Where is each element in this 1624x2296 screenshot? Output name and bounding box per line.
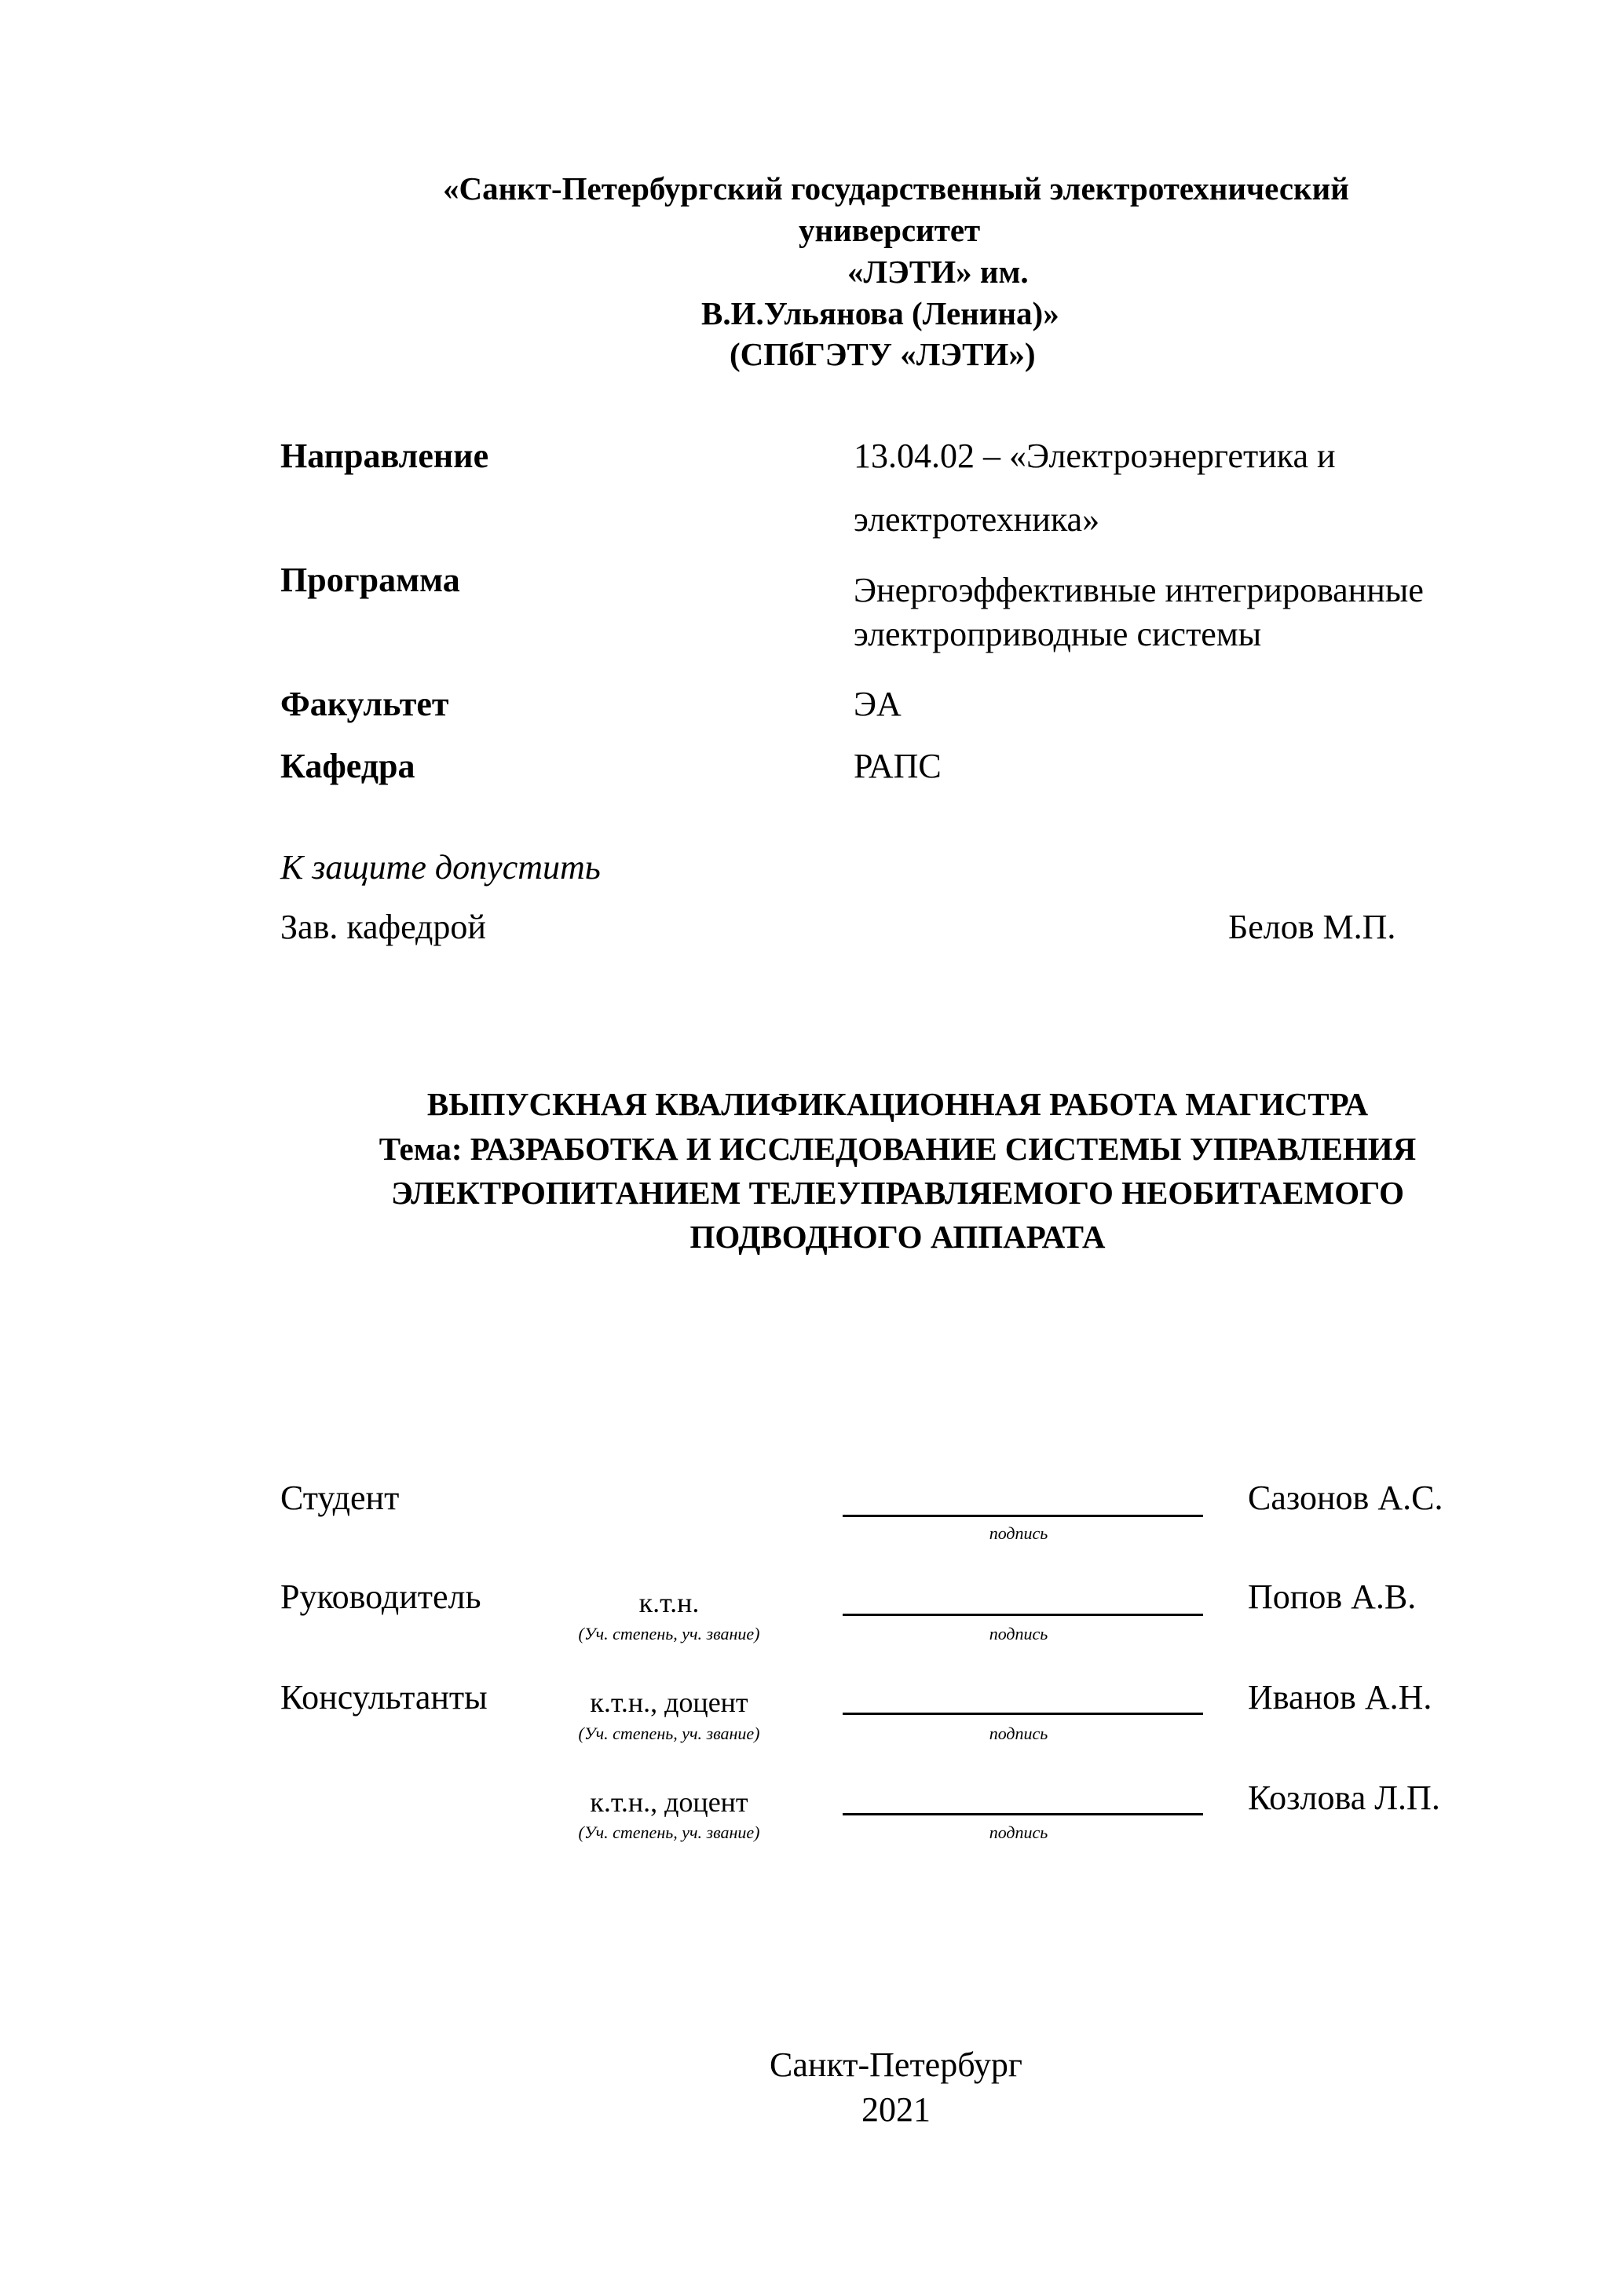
student-name: Сазонов А.С.	[1248, 1479, 1443, 1517]
supervisor-degree: к.т.н.	[638, 1587, 700, 1618]
supervisor-name: Попов А.В.	[1248, 1578, 1417, 1616]
work-type-title: ВЫПУСКНАЯ КВАЛИФИКАЦИОННАЯ РАБОТА МАГИСТРА	[426, 1086, 1369, 1122]
university-name-line-1: «Санкт-Петербургский государственный электротехнический	[443, 170, 1349, 207]
supervisor-signature-line	[843, 1614, 1203, 1616]
university-name-line-3: «ЛЭТИ» им.	[847, 254, 1029, 290]
consultant-2-signature-line	[843, 1813, 1203, 1815]
university-abbreviation: (СПбГЭТУ «ЛЭТИ»)	[730, 336, 1036, 372]
consultant-2-degree: к.т.н., доцент	[590, 1786, 748, 1818]
topic-line-3: ПОДВОДНОГО АППАРАТА	[689, 1219, 1106, 1255]
program-value-cont: электроприводные системы	[854, 615, 1262, 653]
signature-caption: подпись	[989, 1823, 1048, 1842]
signature-caption: подпись	[989, 1724, 1048, 1743]
department-value: РАПС	[854, 747, 942, 785]
signature-caption: подпись	[989, 1523, 1048, 1543]
program-value: Энергоэффективные интегрированные	[854, 571, 1424, 609]
signature-caption: подпись	[989, 1624, 1048, 1643]
consultant-1-name: Иванов А.Н.	[1248, 1678, 1432, 1717]
consultant-1-degree: к.т.н., доцент	[590, 1687, 748, 1718]
degree-caption: (Уч. степень, уч. звание)	[578, 1823, 760, 1842]
admit-to-defense: К защите допустить	[280, 848, 601, 887]
degree-caption: (Уч. степень, уч. звание)	[578, 1724, 760, 1743]
direction-label: Направление	[280, 437, 489, 475]
supervisor-label: Руководитель	[280, 1578, 481, 1616]
consultant-1-signature-line	[843, 1713, 1203, 1715]
faculty-value: ЭА	[854, 685, 902, 723]
year: 2021	[861, 2090, 931, 2129]
direction-value: 13.04.02 – «Электроэнергетика и	[854, 437, 1336, 475]
department-label: Кафедра	[280, 747, 415, 785]
student-signature-line	[843, 1515, 1203, 1517]
consultants-label: Консультанты	[280, 1678, 488, 1717]
faculty-label: Факультет	[280, 685, 449, 723]
program-label: Программа	[280, 561, 460, 599]
consultant-2-name: Козлова Л.П.	[1248, 1779, 1440, 1817]
university-name-line-2: университет	[799, 212, 981, 248]
degree-caption: (Уч. степень, уч. звание)	[578, 1624, 760, 1643]
city: Санкт-Петербург	[770, 2046, 1022, 2084]
head-of-department-label: Зав. кафедрой	[280, 908, 486, 946]
topic-line-2: ЭЛЕКТРОПИТАНИЕМ ТЕЛЕУПРАВЛЯЕМОГО НЕОБИТАЕМОГО	[390, 1175, 1405, 1211]
topic-line-1: Тема: РАЗРАБОТКА И ИССЛЕДОВАНИЕ СИСТЕМЫ УПРАВЛЕНИЯ	[379, 1131, 1417, 1167]
university-name-line-4: В.И.Ульянова (Ленина)»	[701, 295, 1059, 331]
head-of-department-name: Белов М.П.	[1228, 908, 1396, 946]
direction-value-cont: электротехника»	[854, 500, 1100, 539]
student-label: Студент	[280, 1479, 400, 1517]
